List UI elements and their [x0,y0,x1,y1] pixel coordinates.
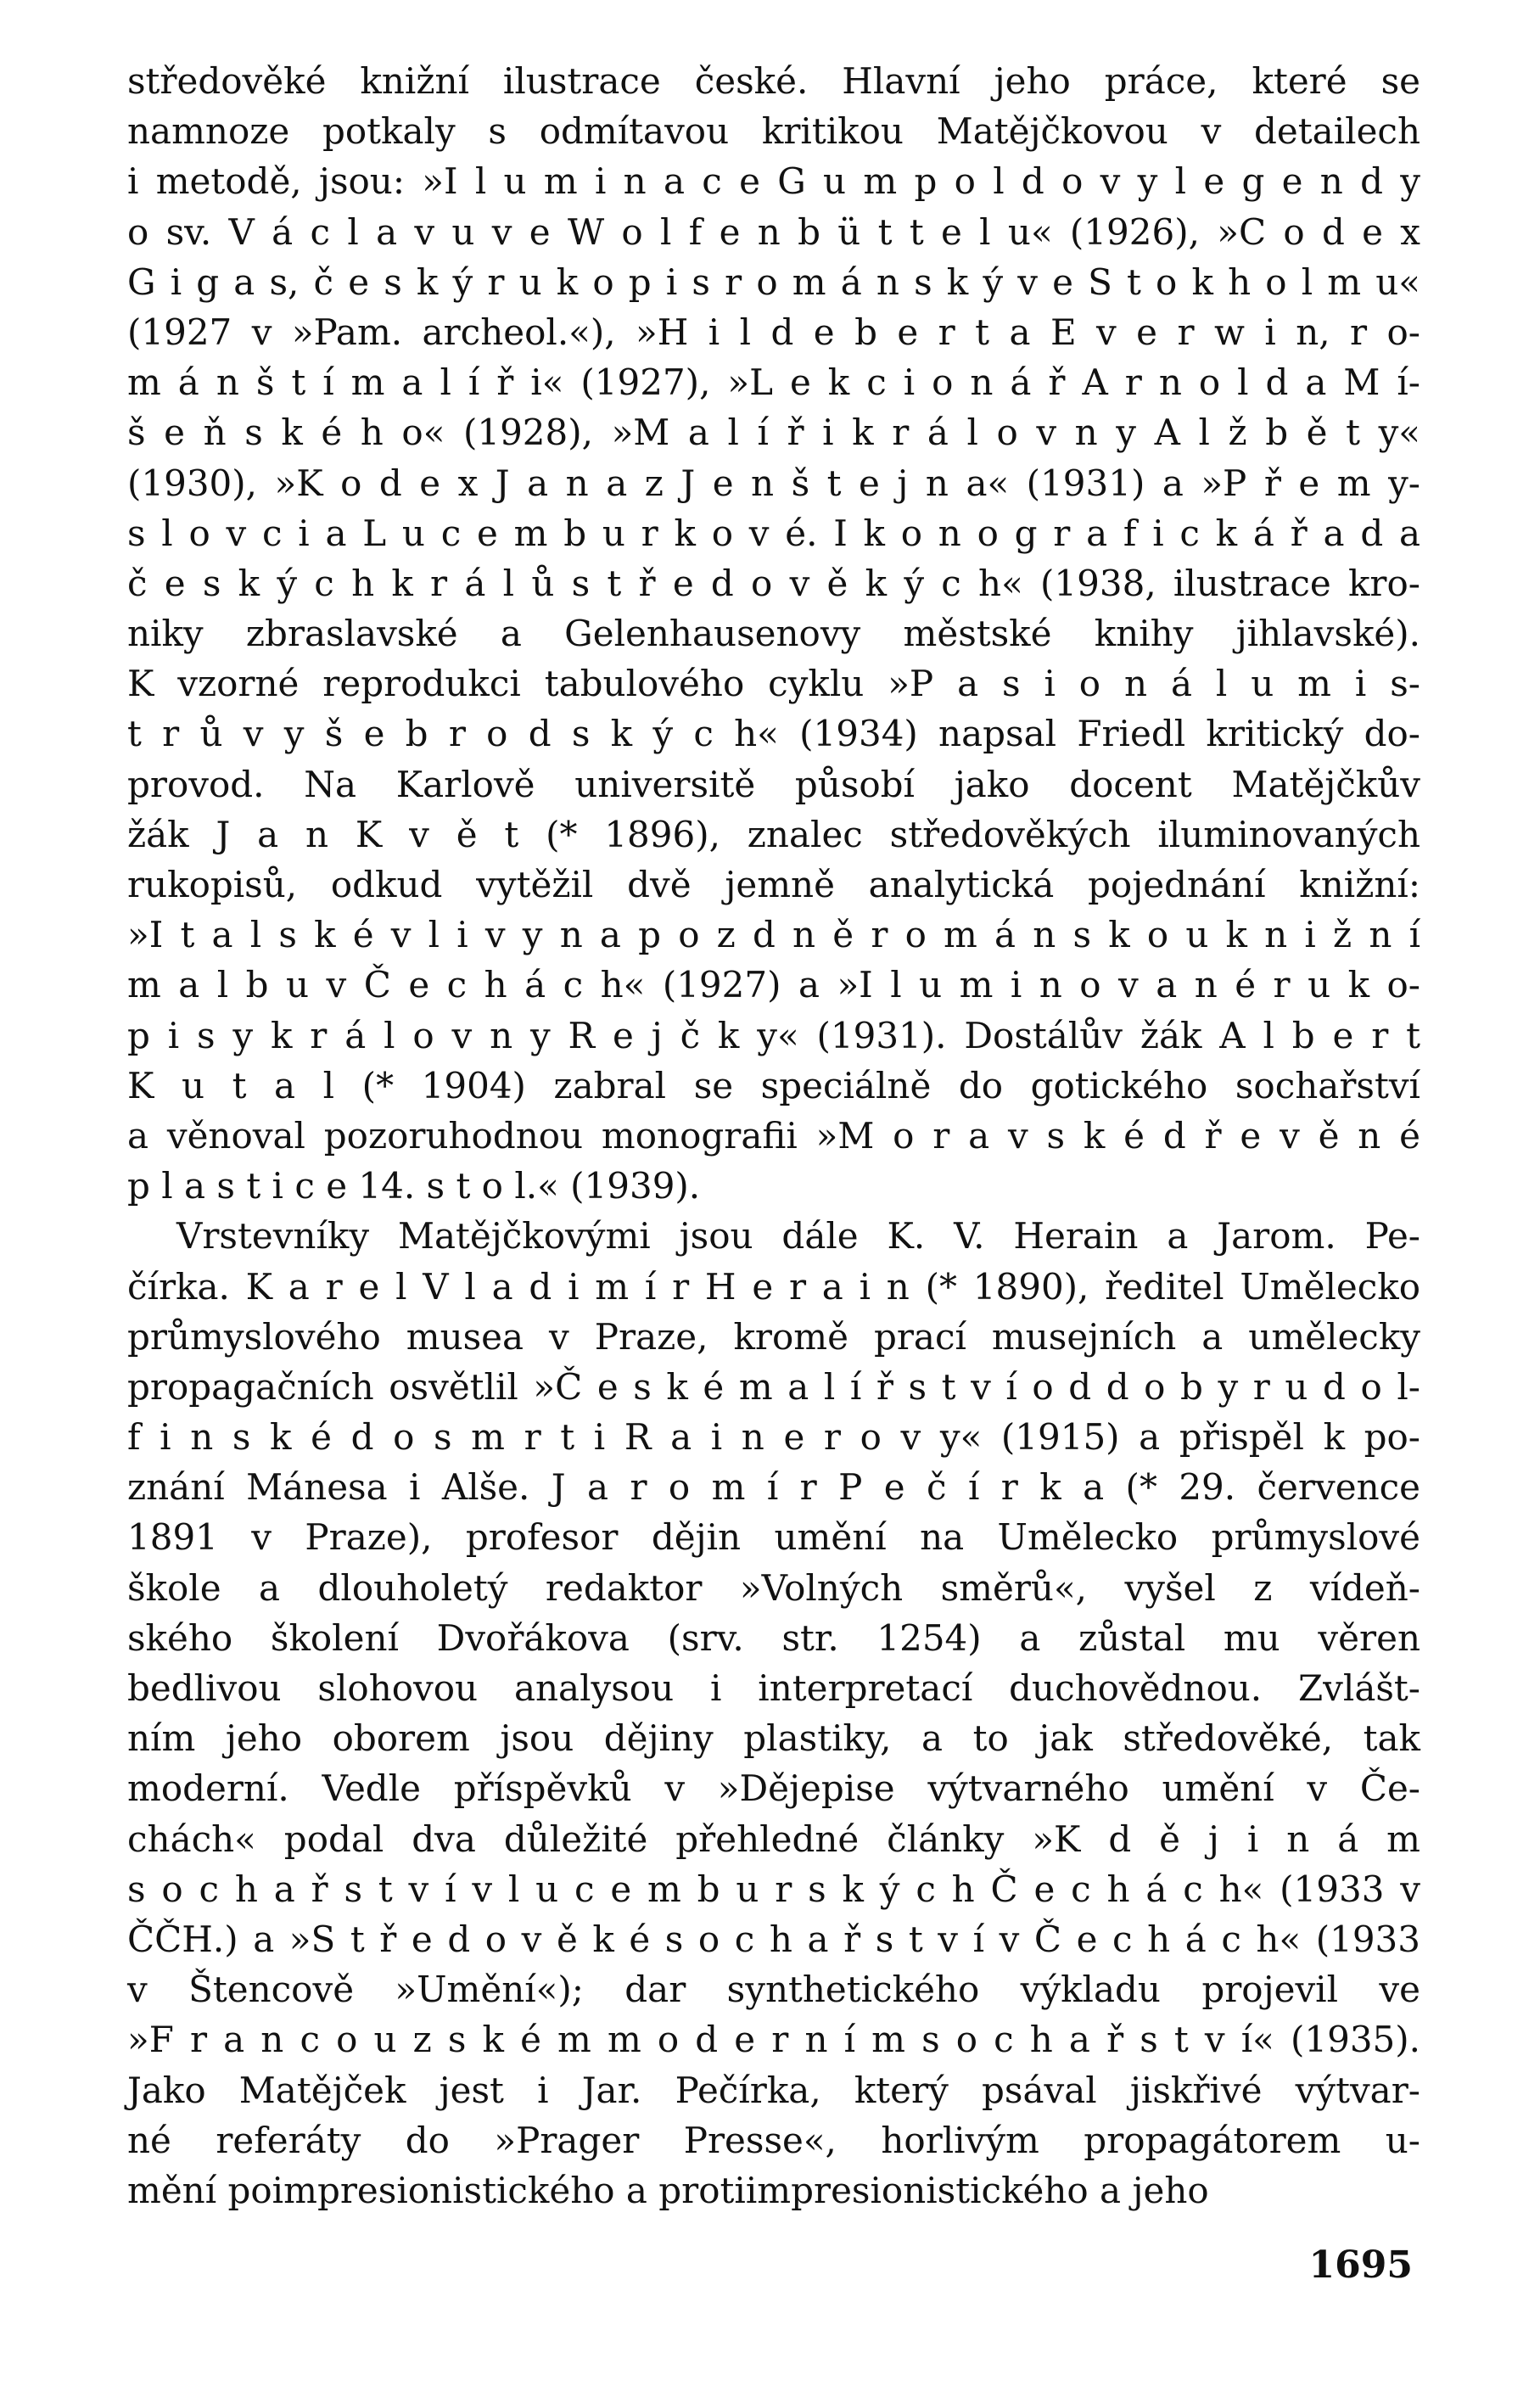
text-line: rukopisů, odkud vytěžil dvě jemně analytická pojednání knižní: [127,864,1420,905]
text-line: středověké knižní ilustrace české. Hlavní jeho práce, které se [127,60,1420,102]
text-line: »I t a l s k é v l i v y n a p o z d n ě r o m á n s k o u k n i ž n í [127,914,1420,956]
paragraph [127,56,1420,1211]
text-line: f i n s k é d o s m r t i R a i n e r o v y« (1915) a přispěl k po- [127,1416,1420,1459]
text-line: moderní. Vedle příspěvků v »Dějepise výtvarného umění v Če- [127,1767,1420,1810]
text-line: znání Mánesa i Alše. J a r o m í r P e č í r k a (* 29. července [127,1466,1420,1509]
text-line: ského školení Dvořákova (srv. str. 1254) a zůstal mu věren [127,1616,1420,1659]
text-line: G i g a s, č e s k ý r u k o p i s r o m á n s k ý v e S t o k h o l m u« [127,260,1420,303]
text-line: K u t a l (* 1904) zabral se speciálně do gotického sochařství [127,1064,1420,1106]
text-line: mění poimpresionistického a protiimpresionistického a jeho [127,2169,1209,2211]
text-line: ČČH.) a »S t ř e d o v ě k é s o c h a ř s t v í v Č e c h á c h« (1933 [127,1918,1420,1960]
text-line: bedlivou slohovou analysou i interpretací duchovědnou. Zvlášt- [127,1667,1420,1709]
text-line: č e s k ý c h k r á l ů s t ř e d o v ě k ý c h« (1938, ilustrace kro- [127,562,1420,604]
text-line: chách« podal dva důležité přehledné články »K d ě j i n á m [127,1818,1420,1860]
text-line: namnoze potkaly s odmítavou kritikou Matějčkovou v detailech [127,110,1420,153]
text-line: š e ň s k é h o« (1928), »M a l í ř i k r á l o v n y A l ž b ě t y« [127,412,1420,454]
text-line: a věnoval pozoruhodnou monografii »M o r a v s k é d ř e v ě n é [127,1114,1420,1157]
text-line: (1927 v »Pam. archeol.«), »H i l d e b e r t a E v e r w i n, r o- [127,311,1420,353]
text-line: p i s y k r á l o v n y R e j č k y« (1931). Dostálův žák A l b e r t [127,1014,1420,1056]
text-line: o sv. V á c l a v u v e W o l f e n b ü t t e l u« (1926), »C o d e x [127,210,1420,253]
text-line: s o c h a ř s t v í v l u c e m b u r s k ý c h Č e c h á c h« (1933 v [127,1868,1420,1910]
text-line: průmyslového musea v Praze, kromě prací musejních a umělecky [127,1315,1420,1358]
text-line: provod. Na Karlově universitě působí jako docent Matějčkův [127,763,1420,805]
text-line: m a l b u v Č e c h á c h« (1927) a »I l u m i n o v a n é r u k o- [127,964,1420,1006]
text-line: Vrstevníky Matějčkovými jsou dále K. V. Herain a Jarom. Pe- [176,1215,1420,1258]
text-line: m á n š t í m a l í ř i« (1927), »L e k c i o n á ř A r n o l d a M í- [127,361,1420,404]
body-text [127,56,1420,2215]
text-line: škole a dlouholetý redaktor »Volných směrů«, vyšel z vídeň- [127,1566,1420,1609]
text-line: i metodě, jsou: »I l u m i n a c e G u m p o l d o v y l e g e n d y [127,160,1420,203]
text-line: s l o v c i a L u c e m b u r k o v é. I k o n o g r a f i c k á ř a d a [127,512,1420,554]
text-line: propagačních osvětlil »Č e s k é m a l í ř s t v í o d d o b y r u d o l- [127,1365,1420,1408]
text-line: Jako Matějček jest i Jar. Pečírka, který psával jiskřivé výtvar- [127,2069,1420,2111]
page-number: 1695 [1308,2243,1413,2287]
text-line: 1891 v Praze), profesor dějin umění na Umělecko průmyslové [127,1516,1420,1559]
text-line: ním jeho oborem jsou dějiny plastiky, a to jak středověké, tak [127,1717,1420,1760]
text-line: v Štencově »Umění«); dar synthetického výkladu projevil ve [127,1969,1420,2011]
text-line: p l a s t i c e 14. s t o l.« (1939). [127,1165,701,1207]
text-line: (1930), »K o d e x J a n a z J e n š t e j n a« (1931) a »P ř e m y- [127,462,1420,504]
text-line: t r ů v y š e b r o d s k ý c h« (1934) napsal Friedl kritický do- [127,713,1420,755]
text-line: žák J a n K v ě t (* 1896), znalec středověkých iluminovaných [127,813,1420,855]
text-line: čírka. K a r e l V l a d i m í r H e r a i n (* 1890), ředitel Umělecko [127,1265,1420,1308]
text-line: né referáty do »Prager Presse«, horlivým propagátorem u- [127,2119,1420,2161]
text-line: niky zbraslavské a Gelenhausenovy městské knihy jihlavské). [127,613,1420,655]
paragraph [127,1211,1420,2215]
text-line: »F r a n c o u z s k é m m o d e r n í m s o c h a ř s t v í« (1935). [127,2019,1420,2061]
text-line: K vzorné reprodukci tabulového cyklu »P a s i o n á l u m i s- [127,663,1420,705]
